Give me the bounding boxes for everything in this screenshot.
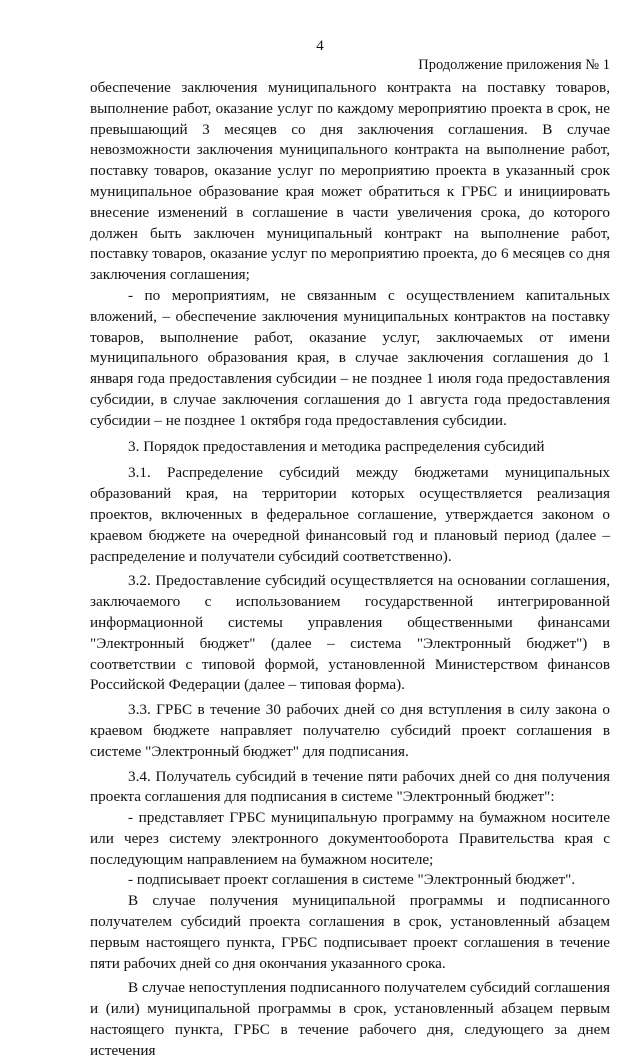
- paragraph-3-4-timely-receipt: В случае получения муниципальной программы и подписанного получателем субсидий проекта соглашения в срок, установленный абзацем первым настоящего пункта, ГРБС подписывает проект соглашения в течение пяти рабочих дней со дня окончания указанного срока.: [90, 892, 610, 972]
- paragraph-3-4-non-receipt: В случае непоступления подписанного получателем субсидий соглашения и (или) муниципальной программы в срок, установленный абзацем первым настоящего пункта, ГРБС в течение рабочего дня, следующего за днем истечения: [90, 979, 610, 1059]
- page-number: 4: [316, 38, 324, 54]
- paragraph-3-2: 3.2. Предоставление субсидий осуществляется на основании соглашения, заключаемого с использованием государственной интегрированной информационной системы управления общественными финансами "Электронный бюджет" (далее – система "Электронный бюджет") в соответствии с типовой формой, установленной Министерством финансов Российской Федерации (далее – типовая форма).: [90, 572, 610, 694]
- paragraph-3-3: 3.3. ГРБС в течение 30 рабочих дней со дня вступления в силу закона о краевом бюджете направляет получателю субсидий проект соглашения в системе "Электронный бюджет" для подписания.: [90, 701, 610, 760]
- document-body: [90, 78, 610, 1062]
- continuation-label: Продолжение приложения № 1: [418, 57, 610, 73]
- paragraph-contract-deadline: обеспечение заключения муниципального контракта на поставку товаров, выполнение работ, оказание услуг по каждому мероприятию проекта в срок, не превышающий 3 месяцев со дня заключения соглашения. В случае невозможности заключения муниципального контракта на выполнение работ, поставку товаров, оказание услуг по мероприятию проекта в указанный срок муниципальное образование края может обратиться к ГРБС и инициировать внесение изменений в соглашение в части увеличения срока, до которого должен быть заключен муниципальный контракт на выполнение работ, поставку товаров, оказание услуг по мероприятию проекта, до 6 месяцев со дня заключения соглашения;: [90, 79, 610, 284]
- paragraph-3-4-item-program: - представляет ГРБС муниципальную программу на бумажном носителе или через систему электронного документооборота Правительства края с последующим направлением на бумажном носителе;: [90, 809, 610, 868]
- paragraph-3-4-item-sign: - подписывает проект соглашения в системе "Электронный бюджет".: [128, 871, 576, 889]
- paragraph-3-4: 3.4. Получатель субсидий в течение пяти рабочих дней со дня получения проекта соглашения для подписания в системе "Электронный бюджет":: [90, 767, 610, 806]
- paragraph-non-capital-measures: - по мероприятиям, не связанным с осуществлением капитальных вложений, – обеспечение заключения муниципальных контрактов на поставку товаров, выполнение работ, оказание услуг, заключаемых от имени муниципального образования края, в случае заключения соглашения до 1 января года предоставления субсидии – не позднее 1 июля года предоставления субсидии, в случае заключения соглашения до 1 августа года предоставления субсидии – не позднее 1 октября года предоставления субсидии.: [90, 286, 610, 429]
- paragraph-3-1: 3.1. Распределение субсидий между бюджетами муниципальных образований края, на территории которых осуществляется реализация проектов, включенных в федеральное соглашение, утверждается законом о краевом бюджете на очередной финансовый год и плановый период (далее – распределение и получатели субсидий соответственно).: [90, 464, 610, 565]
- section-heading-3: 3. Порядок предоставления и методика распределения субсидий: [128, 437, 545, 455]
